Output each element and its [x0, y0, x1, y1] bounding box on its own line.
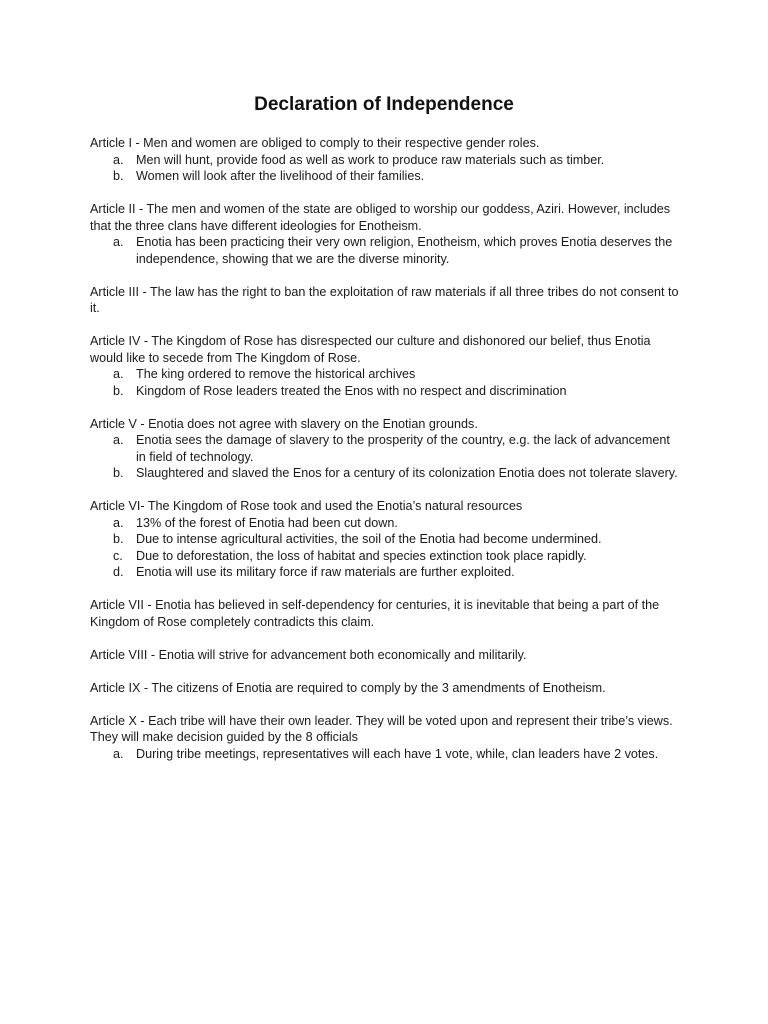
- list-item-text: Enotia sees the damage of slavery to the prosperity of the country, e.g. the lack of advancement in field of technology.: [136, 433, 670, 464]
- sub-list: [90, 234, 682, 267]
- list-item-text: Women will look after the livelihood of their families.: [136, 169, 425, 183]
- list-item-text: 13% of the forest of Enotia had been cut down.: [136, 515, 398, 530]
- list-item: [90, 168, 682, 185]
- list-marker: a.: [113, 746, 124, 761]
- sub-list: [90, 366, 682, 399]
- list-item: [90, 234, 682, 267]
- article-5: [90, 416, 682, 482]
- list-marker: a.: [113, 515, 124, 530]
- list-item: [90, 548, 682, 565]
- list-item: [90, 465, 682, 482]
- article-4: [90, 333, 682, 399]
- list-item: [90, 366, 682, 383]
- list-item-text: Men will hunt, provide food as well as work to produce raw materials such as timber.: [136, 152, 605, 167]
- list-marker: c.: [113, 548, 123, 563]
- list-marker: a.: [113, 235, 124, 249]
- article-9: [90, 680, 682, 697]
- article-text: Article IV - The Kingdom of Rose has disrespected our culture and dishonored our belief, thus Enotia would like to secede from The Kingdom of Rose.: [90, 334, 651, 365]
- document-body: [90, 135, 682, 779]
- article-3: [90, 284, 682, 317]
- article-1: [90, 135, 682, 185]
- article-7: [90, 597, 682, 630]
- article-text: Article X - Each tribe will have their own leader. They will be voted upon and represent their tribe’s views. They will make decision guided by the 8 officials: [90, 713, 673, 744]
- list-item-text: Due to deforestation, the loss of habitat and species extinction took place rapidly.: [136, 548, 587, 563]
- list-marker: b.: [113, 466, 124, 480]
- article-text: Article II - The men and women of the state are obliged to worship our goddess, Aziri. However, includes that the three clans have different ideologies for Enotheism.: [90, 202, 671, 233]
- list-marker: b.: [113, 169, 124, 183]
- article-text: Article VI- The Kingdom of Rose took and used the Enotia’s natural resources: [90, 499, 523, 513]
- list-marker: a.: [113, 152, 124, 167]
- list-marker: b.: [113, 532, 124, 546]
- document-title: Declaration of Independence: [254, 94, 514, 115]
- sub-list: [90, 746, 682, 763]
- article-text: Article VIII - Enotia will strive for advancement both economically and militarily.: [90, 647, 527, 662]
- list-item: [90, 564, 682, 581]
- list-item-text: Enotia has been practicing their very own religion, Enotheism, which proves Enotia deserves the independence, showing that we are the diverse minority.: [136, 235, 673, 266]
- list-item-text: Slaughtered and slaved the Enos for a century of its colonization Enotia does not tolerate slavery.: [136, 466, 678, 480]
- list-item: [90, 383, 682, 400]
- article-2: [90, 201, 682, 267]
- list-item-text: The king ordered to remove the historical archives: [136, 367, 416, 381]
- list-item: [90, 746, 682, 763]
- sub-list: [90, 152, 682, 185]
- article-text: Article VII - Enotia has believed in self-dependency for centuries, it is inevitable that being a part of the Kingdom of Rose completely contradicts this claim.: [90, 598, 660, 629]
- article-text: Article I - Men and women are obliged to comply to their respective gender roles.: [90, 136, 540, 150]
- list-marker: a.: [113, 433, 124, 447]
- list-item: [90, 152, 682, 169]
- list-item: [90, 531, 682, 548]
- article-text: Article V - Enotia does not agree with slavery on the Enotian grounds.: [90, 416, 478, 431]
- list-item: [90, 432, 682, 465]
- article-10: [90, 713, 682, 763]
- list-item-text: Kingdom of Rose leaders treated the Enos with no respect and discrimination: [136, 383, 567, 398]
- list-item: [90, 515, 682, 532]
- article-8: [90, 647, 682, 664]
- article-text: Article IX - The citizens of Enotia are required to comply by the 3 amendments of Enotheism.: [90, 680, 606, 695]
- sub-list: [90, 432, 682, 482]
- list-item-text: Enotia will use its military force if raw materials are further exploited.: [136, 565, 515, 579]
- article-text: Article III - The law has the right to ban the exploitation of raw materials if all three tribes do not consent to it.: [90, 284, 679, 315]
- list-marker: d.: [113, 565, 124, 579]
- list-marker: b.: [113, 383, 124, 398]
- list-item-text: During tribe meetings, representatives will each have 1 vote, while, clan leaders have 2 votes.: [136, 746, 659, 761]
- list-item-text: Due to intense agricultural activities, the soil of the Enotia had become undermined.: [136, 532, 602, 546]
- sub-list: [90, 515, 682, 581]
- list-marker: a.: [113, 367, 124, 381]
- article-6: [90, 498, 682, 581]
